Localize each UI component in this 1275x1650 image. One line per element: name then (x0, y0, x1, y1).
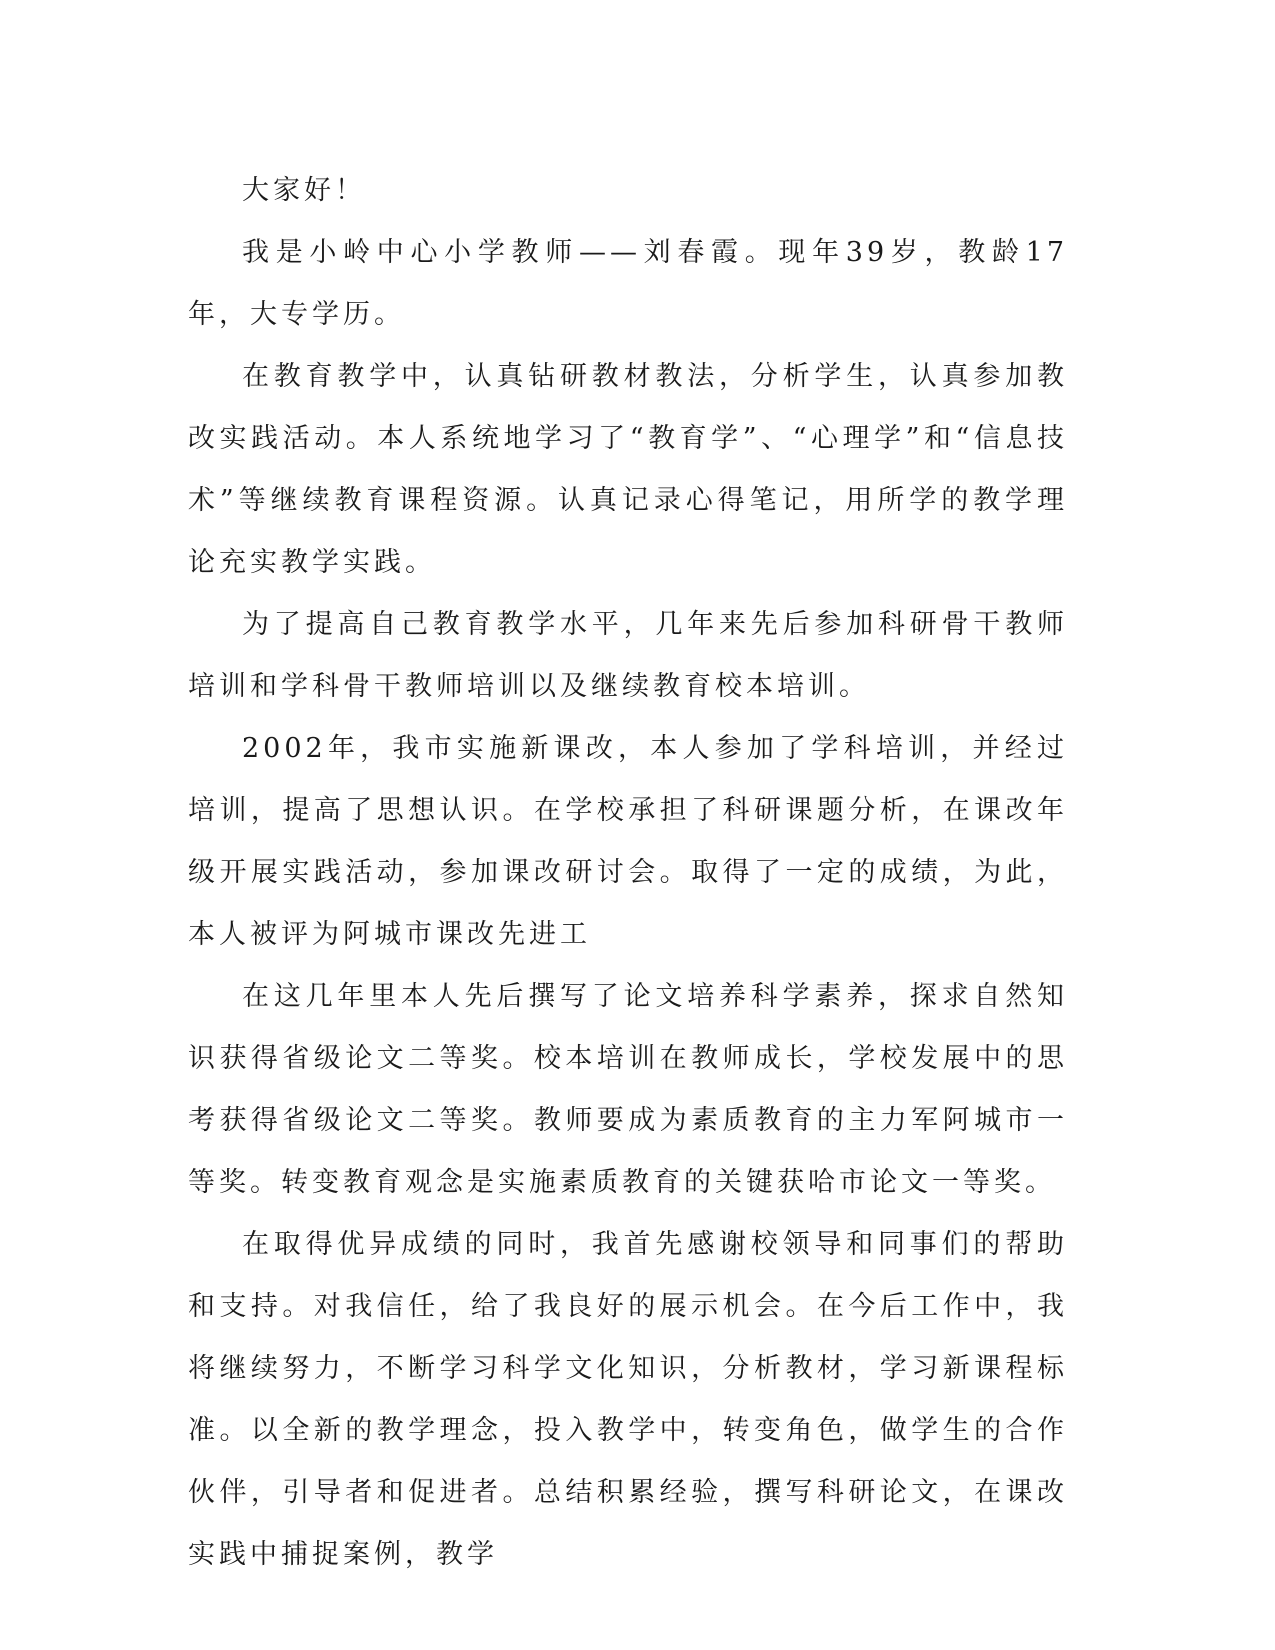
curriculum-reform-paragraph: 2002年，我市实施新课改，本人参加了学科培训，并经过培训，提高了思想认识。在学校承担了科研课题分析，在课改年级开展实践活动，参加课改研讨会。取得了一定的成绩，为此，本人被评为阿城市课改先进工 (188, 733, 1068, 950)
greeting-paragraph: 大家好！ (242, 175, 366, 206)
document-body (188, 160, 1068, 1586)
awards-paragraph: 在这几年里本人先后撰写了论文培养科学素养，探求自然知识获得省级论文二等奖。校本培训在教师成长，学校发展中的思考获得省级论文二等奖。教师要成为素质教育的主力军阿城市一等奖。转变教育观念是实施素质教育的关键获哈市论文一等奖。 (188, 981, 1068, 1198)
intro-paragraph: 我是小岭中心小学教师——刘春霞。现年39岁，教龄17年，大专学历。 (188, 237, 1068, 330)
training-paragraph: 为了提高自己教育教学水平，几年来先后参加科研骨干教师培训和学科骨干教师培训以及继续教育校本培训。 (188, 609, 1068, 702)
study-paragraph: 在教育教学中，认真钻研教材教法，分析学生，认真参加教改实践活动。本人系统地学习了“教育学”、“心理学”和“信息技术”等继续教育课程资源。认真记录心得笔记，用所学的教学理论充实教学实践。 (188, 361, 1068, 578)
thanks-paragraph: 在取得优异成绩的同时，我首先感谢校领导和同事们的帮助和支持。对我信任，给了我良好的展示机会。在今后工作中，我将继续努力，不断学习科学文化知识，分析教材，学习新课程标准。以全新的教学理念，投入教学中，转变角色，做学生的合作伙伴，引导者和促进者。总结积累经验，撰写科研论文，在课改实践中捕捉案例，教学 (188, 1229, 1068, 1570)
